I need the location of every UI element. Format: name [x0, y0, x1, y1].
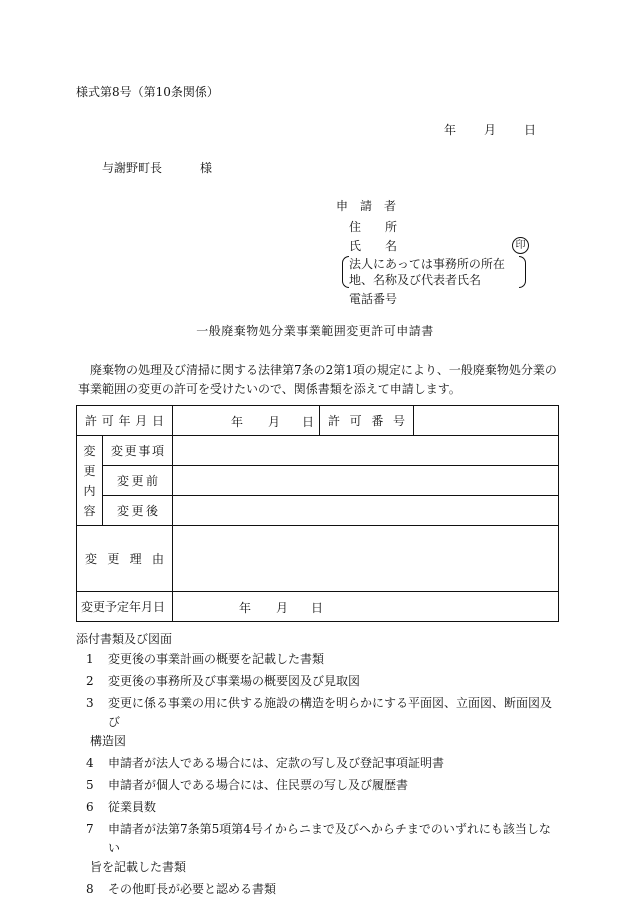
- row-before: [77, 466, 559, 496]
- item-number: 1: [86, 652, 94, 666]
- item-number: 2: [86, 674, 94, 688]
- before-field[interactable]: [173, 466, 559, 496]
- row-permit: [77, 406, 559, 436]
- list-item: [82, 820, 562, 877]
- change-item-label: 変更事項: [103, 436, 173, 466]
- item-text: 変更後の事務所及び事業場の概要図及び見取図: [108, 674, 361, 688]
- scheduled-year: 年: [239, 601, 252, 615]
- applicant-phone-label: 電話番号: [349, 292, 398, 306]
- permit-number-field[interactable]: [414, 406, 559, 436]
- corp-note-line1: 法人にあっては事務所の所在: [349, 257, 505, 271]
- after-field[interactable]: [173, 496, 559, 526]
- attachments-list: [82, 650, 562, 902]
- permit-year: 年: [231, 415, 244, 429]
- paren-right: [519, 256, 526, 288]
- list-item: [82, 672, 562, 691]
- scheduled-month: 月: [276, 601, 289, 615]
- before-label: 変更前: [103, 466, 173, 496]
- permit-date-label: 許可年月日: [77, 406, 173, 436]
- change-content-char: 変: [83, 443, 96, 458]
- addressee: [102, 160, 212, 176]
- item-text: 変更に係る事業の用に供する施設の構造を明らかにする平面図、立面図、断面図及び: [108, 696, 553, 729]
- item-text: その他町長が必要と認める書類: [108, 882, 277, 896]
- form-number: 様式第8号（第10条関係）: [76, 85, 219, 99]
- item-text-cont: 旨を記載した書類: [90, 860, 187, 874]
- application-table: [76, 405, 559, 622]
- reason-field[interactable]: [173, 526, 559, 592]
- applicant-address-label: 住 所: [349, 220, 398, 234]
- row-reason: [77, 526, 559, 592]
- permit-month: 月: [268, 415, 281, 429]
- addressee-name: 与謝野町長: [102, 161, 163, 175]
- item-number: 3: [86, 696, 94, 710]
- list-item: [82, 776, 562, 795]
- item-number: 5: [86, 778, 94, 792]
- document-title: 一般廃棄物処分業事業範囲変更許可申請書: [196, 324, 434, 338]
- item-number: 7: [86, 822, 94, 836]
- permit-day: 日: [302, 415, 315, 429]
- permit-number-label: 許可番号: [320, 406, 414, 436]
- row-scheduled: [77, 592, 559, 622]
- change-content-char: 更: [83, 463, 96, 478]
- list-item: [82, 880, 562, 899]
- change-content-char: 容: [83, 503, 96, 518]
- list-item: [82, 650, 562, 669]
- addressee-honorific: 様: [200, 161, 213, 175]
- attachments-title: 添付書類及び図面: [76, 632, 173, 646]
- item-text: 申請者が法第7条第5項第4号イからニまで及びヘからチまでのいずれにも該当しない: [108, 822, 551, 855]
- applicant-heading: 申 請 者: [336, 199, 397, 213]
- scheduled-day: 日: [311, 601, 324, 615]
- submission-date: [444, 122, 536, 138]
- applicant-name-label: 氏 名: [349, 239, 398, 253]
- reason-label: 変更理由: [77, 526, 173, 592]
- paren-left: [342, 256, 349, 288]
- row-after: [77, 496, 559, 526]
- change-content-label: [77, 436, 103, 526]
- item-text-cont: 構造図: [90, 734, 127, 748]
- list-item: [82, 754, 562, 773]
- date-month: 月: [484, 123, 497, 137]
- list-item: [82, 798, 562, 817]
- item-text: 変更後の事業計画の概要を記載した書類: [108, 652, 325, 666]
- item-number: 8: [86, 882, 94, 896]
- after-label: 変更後: [103, 496, 173, 526]
- list-item: [82, 694, 562, 751]
- item-text: 申請者が法人である場合には、定款の写し及び登記事項証明書: [108, 756, 445, 770]
- scheduled-date-field[interactable]: [173, 592, 559, 622]
- seal-icon: 印: [512, 237, 529, 254]
- scheduled-date-label: 変更予定年月日: [77, 592, 173, 622]
- date-year: 年: [444, 123, 457, 137]
- change-content-char: 内: [83, 483, 96, 498]
- row-change-item: [77, 436, 559, 466]
- change-item-field[interactable]: [173, 436, 559, 466]
- item-text: 従業員数: [108, 800, 157, 814]
- corp-note-line2: 地、名称及び代表者氏名: [349, 273, 482, 287]
- item-text: 申請者が個人である場合には、住民票の写し及び履歴書: [108, 778, 409, 792]
- item-number: 4: [86, 756, 94, 770]
- permit-date-field[interactable]: [173, 406, 320, 436]
- body-text: 廃棄物の処理及び清掃に関する法律第7条の2第1項の規定により、一般廃棄物処分業の事業範囲の変更の許可を受けたいので、関係書類を添えて申請します。: [78, 363, 557, 396]
- date-day: 日: [524, 123, 537, 137]
- item-number: 6: [86, 800, 94, 814]
